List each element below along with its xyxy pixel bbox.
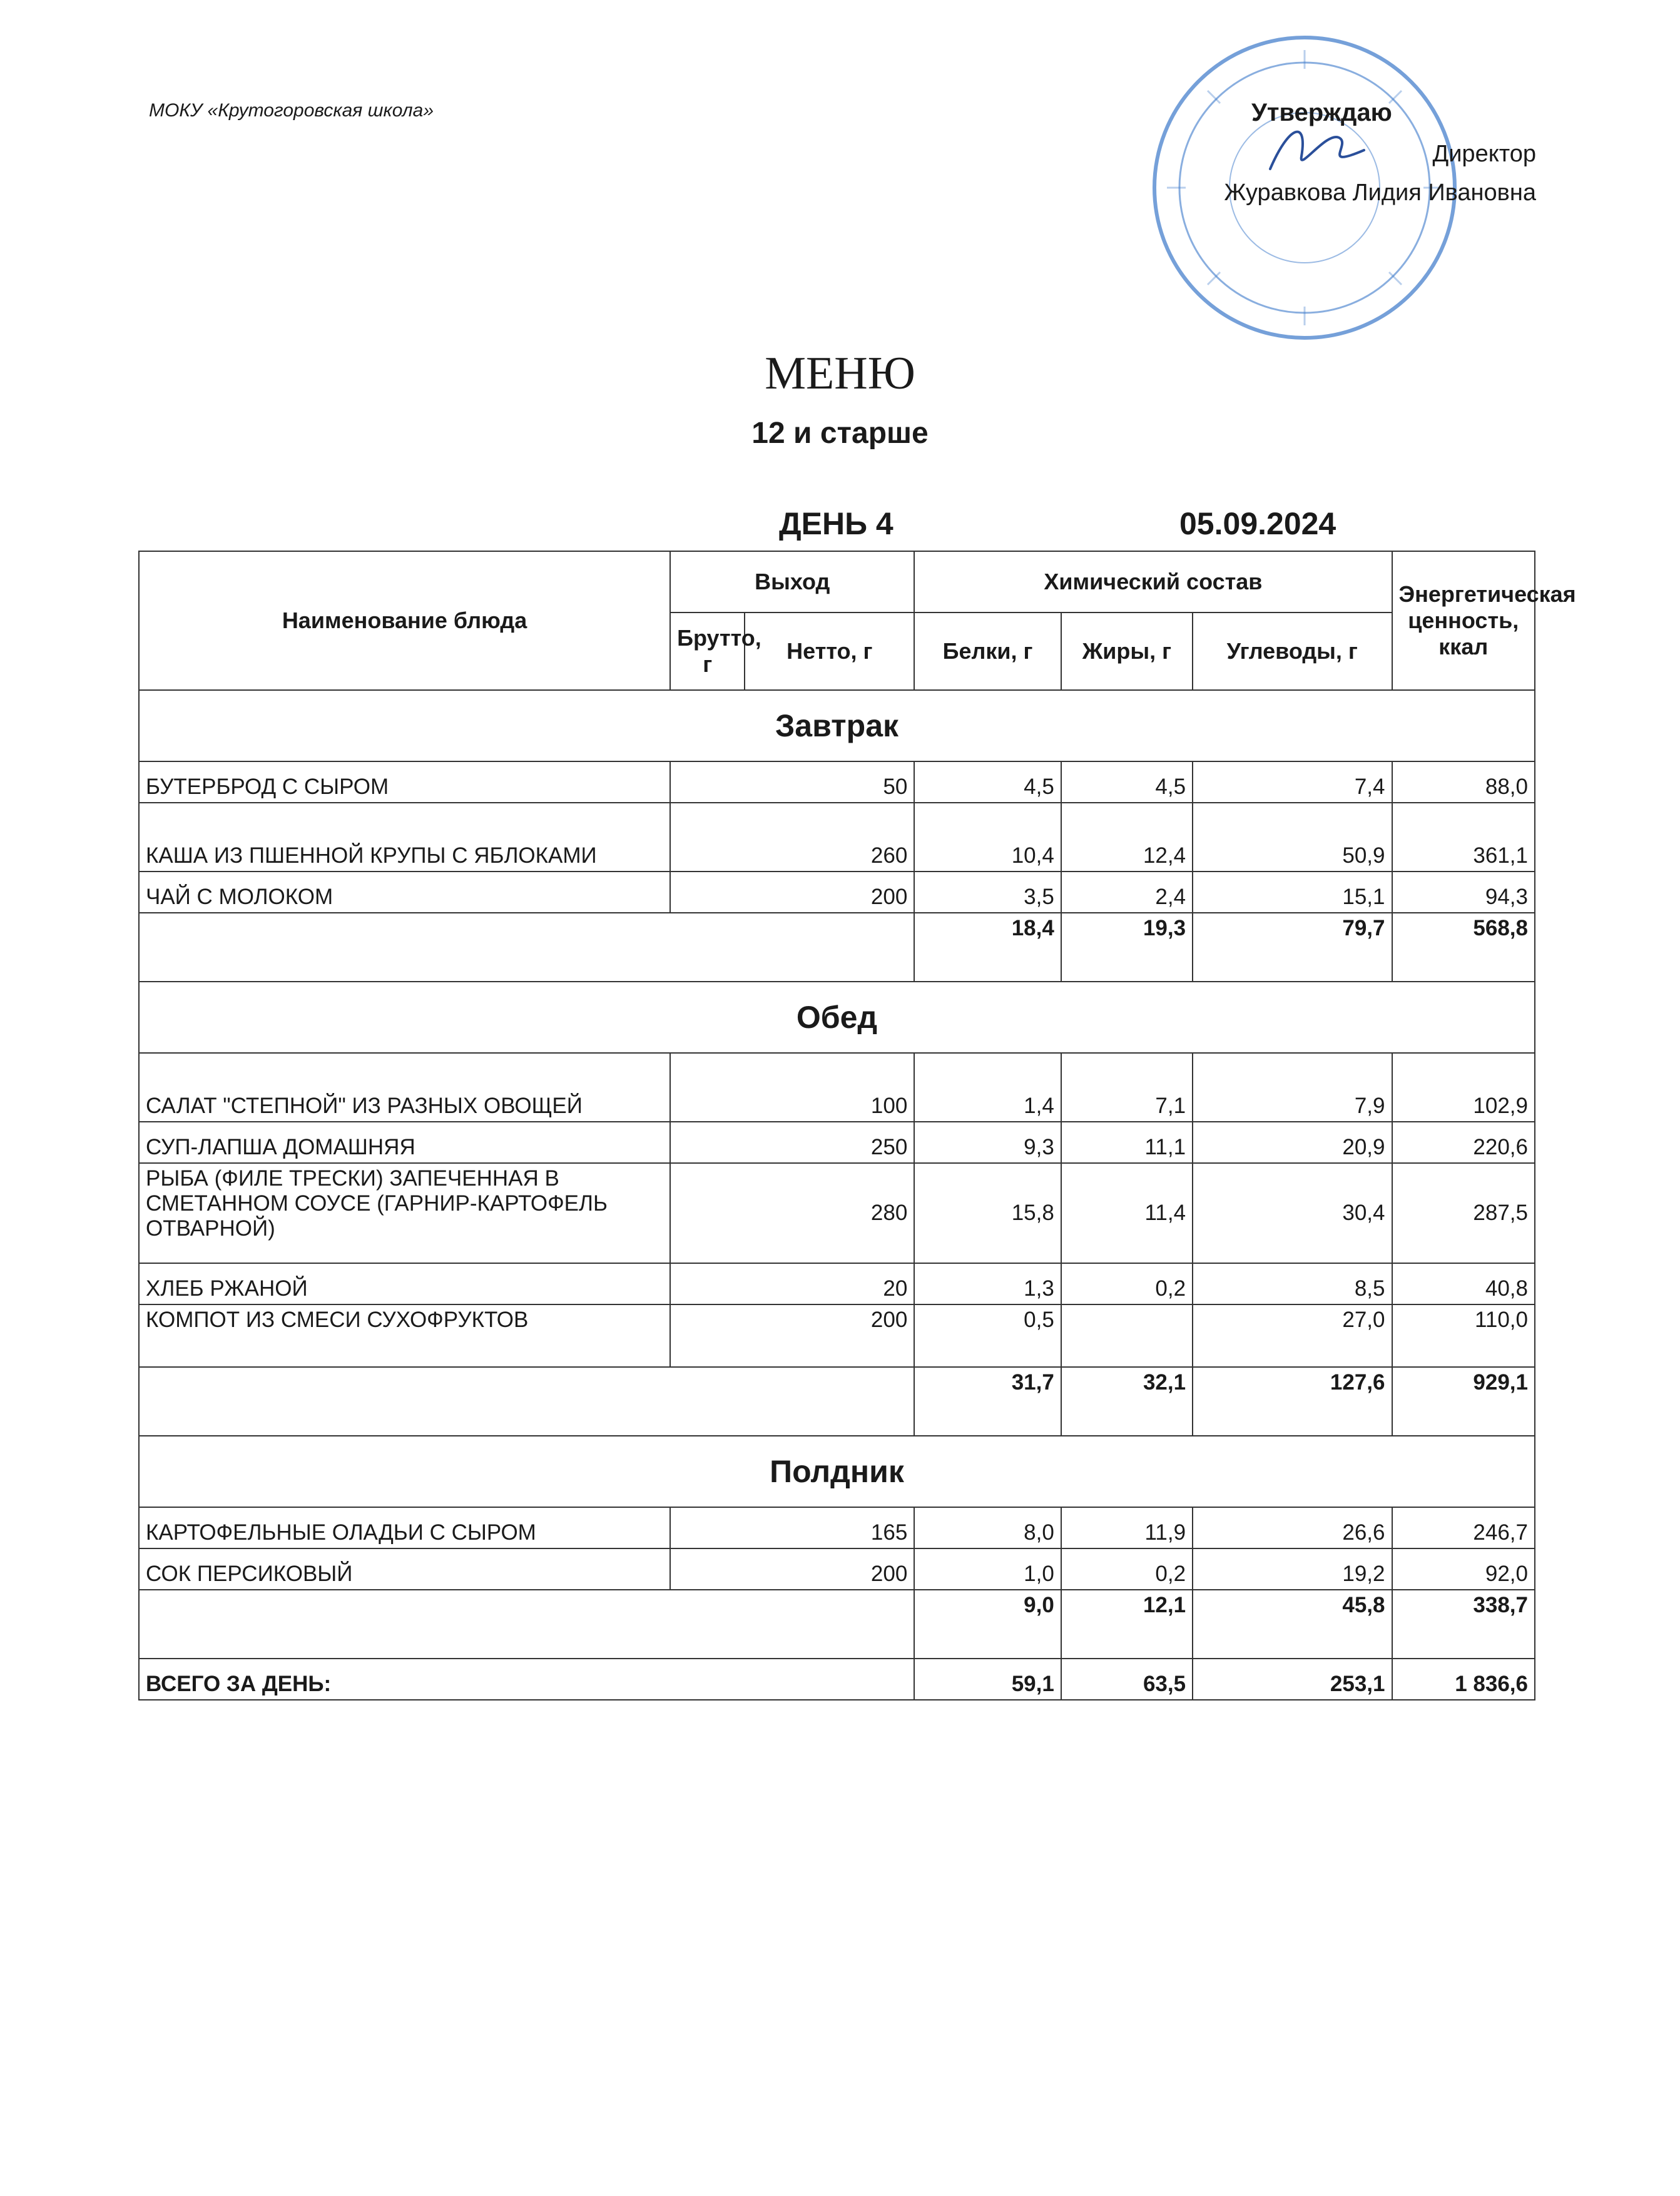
dish-name: БУТЕРБРОД С СЫРОМ bbox=[139, 761, 670, 803]
total-kcal: 1 836,6 bbox=[1392, 1659, 1535, 1700]
subtotal-protein: 9,0 bbox=[914, 1590, 1061, 1659]
dish-kcal: 40,8 bbox=[1392, 1263, 1535, 1304]
dish-protein: 1,0 bbox=[914, 1548, 1061, 1590]
subtotal-kcal: 929,1 bbox=[1392, 1367, 1535, 1436]
dish-kcal: 220,6 bbox=[1392, 1122, 1535, 1163]
dish-netto: 280 bbox=[670, 1163, 914, 1263]
table-row bbox=[139, 1304, 1535, 1367]
dish-kcal: 246,7 bbox=[1392, 1507, 1535, 1548]
subtotal-row bbox=[139, 913, 1535, 982]
subtotal-carbs: 79,7 bbox=[1193, 913, 1392, 982]
dish-carbs: 30,4 bbox=[1193, 1163, 1392, 1263]
subtotal-protein: 18,4 bbox=[914, 913, 1061, 982]
dish-protein: 10,4 bbox=[914, 803, 1061, 872]
dish-fat: 0,2 bbox=[1061, 1548, 1193, 1590]
dish-name: ЧАЙ С МОЛОКОМ bbox=[139, 872, 670, 913]
table-row bbox=[139, 1263, 1535, 1304]
section-title-snack: Полдник bbox=[139, 1436, 1535, 1507]
approval-label: Утверждаю bbox=[1251, 99, 1392, 126]
dish-carbs: 15,1 bbox=[1193, 872, 1392, 913]
dish-name: ХЛЕБ РЖАНОЙ bbox=[139, 1263, 670, 1304]
dish-netto: 200 bbox=[670, 1548, 914, 1590]
dish-protein: 1,3 bbox=[914, 1263, 1061, 1304]
subtotal-protein: 31,7 bbox=[914, 1367, 1061, 1436]
subtotal-fat: 19,3 bbox=[1061, 913, 1193, 982]
dish-kcal: 92,0 bbox=[1392, 1548, 1535, 1590]
header-netto: Нетто, г bbox=[745, 613, 914, 690]
table-row bbox=[139, 761, 1535, 803]
dish-netto: 100 bbox=[670, 1053, 914, 1122]
dish-netto: 200 bbox=[670, 1304, 914, 1367]
dish-kcal: 287,5 bbox=[1392, 1163, 1535, 1263]
dish-carbs: 50,9 bbox=[1193, 803, 1392, 872]
table-row bbox=[139, 1053, 1535, 1122]
subtotal-row bbox=[139, 1590, 1535, 1659]
dish-carbs: 26,6 bbox=[1193, 1507, 1392, 1548]
total-carbs: 253,1 bbox=[1193, 1659, 1392, 1700]
dish-kcal: 361,1 bbox=[1392, 803, 1535, 872]
dish-name: КАРТОФЕЛЬНЫЕ ОЛАДЬИ С СЫРОМ bbox=[139, 1507, 670, 1548]
dish-carbs: 8,5 bbox=[1193, 1263, 1392, 1304]
dish-netto: 165 bbox=[670, 1507, 914, 1548]
dish-netto: 20 bbox=[670, 1263, 914, 1304]
dish-name: РЫБА (ФИЛЕ ТРЕСКИ) ЗАПЕЧЕННАЯ В СМЕТАННОМ СОУСЕ (ГАРНИР-КАРТОФЕЛЬ ОТВАРНОЙ) bbox=[139, 1163, 670, 1263]
header-brutto: Брутто, г bbox=[670, 613, 745, 690]
subtotal-carbs: 127,6 bbox=[1193, 1367, 1392, 1436]
dish-carbs: 19,2 bbox=[1193, 1548, 1392, 1590]
school-name: МОКУ «Крутогоровская школа» bbox=[149, 100, 434, 121]
subtotal-fat: 32,1 bbox=[1061, 1367, 1193, 1436]
dish-netto: 250 bbox=[670, 1122, 914, 1163]
total-row bbox=[139, 1659, 1535, 1700]
menu-date: 05.09.2024 bbox=[1179, 506, 1336, 541]
dish-protein: 4,5 bbox=[914, 761, 1061, 803]
dish-name: САЛАТ "СТЕПНОЙ" ИЗ РАЗНЫХ ОВОЩЕЙ bbox=[139, 1053, 670, 1122]
subtotal-fat: 12,1 bbox=[1061, 1590, 1193, 1659]
dish-fat: 7,1 bbox=[1061, 1053, 1193, 1122]
dish-carbs: 27,0 bbox=[1193, 1304, 1392, 1367]
dish-fat: 4,5 bbox=[1061, 761, 1193, 803]
header-protein: Белки, г bbox=[914, 613, 1061, 690]
header-dish-name: Наименование блюда bbox=[139, 551, 670, 690]
dish-fat: 11,9 bbox=[1061, 1507, 1193, 1548]
table-row bbox=[139, 1122, 1535, 1163]
subtotal-kcal: 338,7 bbox=[1392, 1590, 1535, 1659]
table-row bbox=[139, 803, 1535, 872]
dish-kcal: 110,0 bbox=[1392, 1304, 1535, 1367]
dish-protein: 3,5 bbox=[914, 872, 1061, 913]
dish-protein: 1,4 bbox=[914, 1053, 1061, 1122]
total-fat: 63,5 bbox=[1061, 1659, 1193, 1700]
dish-kcal: 102,9 bbox=[1392, 1053, 1535, 1122]
dish-fat bbox=[1061, 1304, 1193, 1367]
dish-kcal: 88,0 bbox=[1392, 761, 1535, 803]
dish-protein: 15,8 bbox=[914, 1163, 1061, 1263]
header-fat: Жиры, г bbox=[1061, 613, 1193, 690]
dish-kcal: 94,3 bbox=[1392, 872, 1535, 913]
dish-fat: 11,4 bbox=[1061, 1163, 1193, 1263]
dish-netto: 50 bbox=[670, 761, 914, 803]
dish-netto: 260 bbox=[670, 803, 914, 872]
dish-fat: 0,2 bbox=[1061, 1263, 1193, 1304]
page-subtitle: 12 и старше bbox=[751, 417, 929, 450]
table-row bbox=[139, 1548, 1535, 1590]
dish-name: СОК ПЕРСИКОВЫЙ bbox=[139, 1548, 670, 1590]
header-carbs: Углеводы, г bbox=[1193, 613, 1392, 690]
menu-table bbox=[138, 551, 1576, 1700]
section-title-breakfast: Завтрак bbox=[139, 690, 1535, 761]
dish-name: КОМПОТ ИЗ СМЕСИ СУХОФРУКТОВ bbox=[139, 1304, 670, 1367]
table-row bbox=[139, 1507, 1535, 1548]
dish-protein: 8,0 bbox=[914, 1507, 1061, 1548]
dish-carbs: 7,4 bbox=[1193, 761, 1392, 803]
subtotal-kcal: 568,8 bbox=[1392, 913, 1535, 982]
total-protein: 59,1 bbox=[914, 1659, 1061, 1700]
total-label: ВСЕГО ЗА ДЕНЬ: bbox=[139, 1659, 914, 1700]
director-title: Директор bbox=[1432, 141, 1536, 167]
section-title-lunch: Обед bbox=[139, 982, 1535, 1053]
dish-protein: 9,3 bbox=[914, 1122, 1061, 1163]
day-label: ДЕНЬ 4 bbox=[779, 506, 893, 541]
dish-protein: 0,5 bbox=[914, 1304, 1061, 1367]
dish-fat: 2,4 bbox=[1061, 872, 1193, 913]
subtotal-carbs: 45,8 bbox=[1193, 1590, 1392, 1659]
dish-name: КАША ИЗ ПШЕННОЙ КРУПЫ С ЯБЛОКАМИ bbox=[139, 803, 670, 872]
director-name: Журавкова Лидия Ивановна bbox=[1224, 180, 1536, 206]
header-output: Выход bbox=[670, 551, 914, 613]
header-energy: Энергетическая ценность, ккал bbox=[1392, 551, 1535, 690]
dish-fat: 12,4 bbox=[1061, 803, 1193, 872]
dish-name: СУП-ЛАПША ДОМАШНЯЯ bbox=[139, 1122, 670, 1163]
dish-carbs: 20,9 bbox=[1193, 1122, 1392, 1163]
dish-fat: 11,1 bbox=[1061, 1122, 1193, 1163]
table-row bbox=[139, 1163, 1535, 1263]
page-title: МЕНЮ bbox=[765, 348, 915, 399]
subtotal-row bbox=[139, 1367, 1535, 1436]
dish-netto: 200 bbox=[670, 872, 914, 913]
header-chemical-composition: Химический состав bbox=[914, 551, 1392, 613]
dish-carbs: 7,9 bbox=[1193, 1053, 1392, 1122]
table-row bbox=[139, 872, 1535, 913]
